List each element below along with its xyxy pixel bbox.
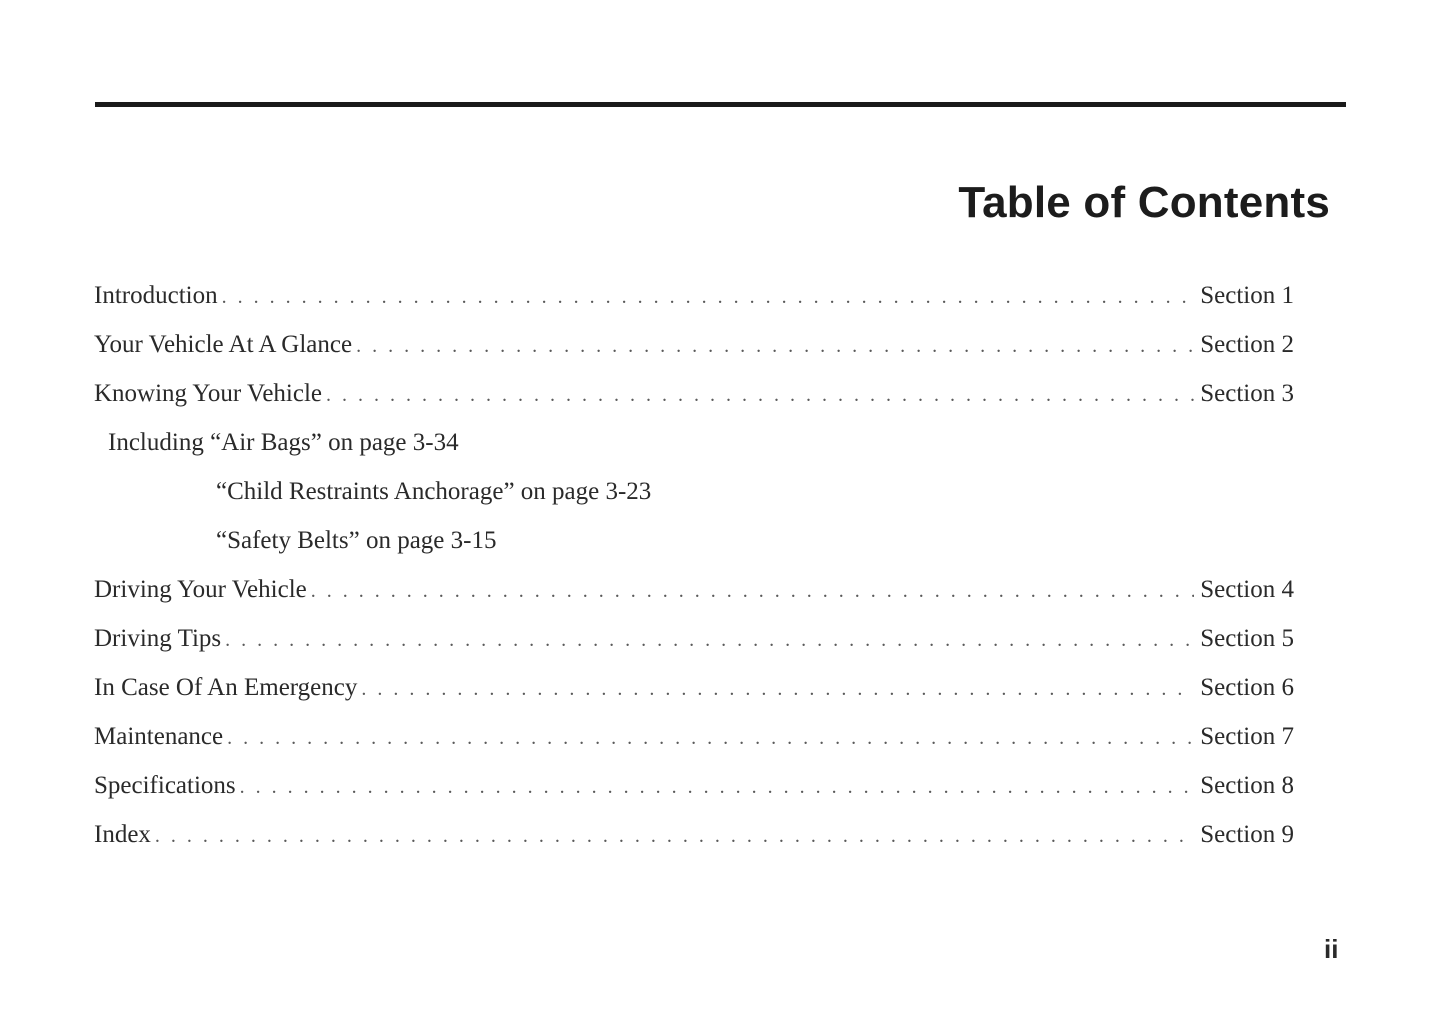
dot-leader: [326, 379, 1194, 411]
toc-subentry-safety-belts[interactable]: “Safety Belts” on page 3-15: [216, 527, 497, 554]
toc-subentry-child-restraints[interactable]: “Child Restraints Anchorage” on page 3-23: [216, 478, 652, 505]
dot-leader: [311, 575, 1195, 607]
toc-entry-knowing-your-vehicle[interactable]: [94, 378, 1294, 410]
dot-leader: [155, 820, 1194, 852]
toc-entry-section: Section 5: [1200, 625, 1294, 652]
toc-entry-label: Knowing Your Vehicle: [94, 380, 323, 407]
page-number: ii: [1324, 934, 1339, 964]
toc-entry-driving-tips[interactable]: [94, 623, 1294, 655]
toc-entry-vehicle-at-a-glance[interactable]: [94, 329, 1294, 361]
toc-entry-maintenance[interactable]: [94, 721, 1294, 753]
toc-entry-label: Driving Tips: [94, 625, 222, 652]
dot-leader: [361, 673, 1194, 705]
toc-entry-specifications[interactable]: [94, 770, 1294, 802]
toc-entry-label: Maintenance: [94, 723, 224, 750]
toc-entry-section: Section 9: [1200, 821, 1294, 848]
toc-subentry-air-bags[interactable]: Including “Air Bags” on page 3-34: [108, 429, 459, 456]
toc-entry-driving-your-vehicle[interactable]: [94, 574, 1294, 606]
dot-leader: [240, 771, 1195, 803]
dot-leader: [225, 624, 1194, 656]
toc-entry-label: Specifications: [94, 772, 236, 799]
toc-entry-label: Index: [94, 821, 151, 848]
toc-entry-label: Introduction: [94, 282, 218, 309]
toc-entry-introduction[interactable]: [94, 280, 1294, 312]
toc-entry-section: Section 8: [1200, 772, 1294, 799]
dot-leader: [227, 722, 1194, 754]
toc-entry-section: Section 6: [1200, 674, 1294, 701]
toc-entry-label: Your Vehicle At A Glance: [94, 331, 353, 358]
toc-entry-index[interactable]: [94, 819, 1294, 851]
toc-entry-label: Driving Your Vehicle: [94, 576, 307, 603]
dot-leader: [222, 281, 1195, 313]
toc-entry-section: Section 3: [1200, 380, 1294, 407]
toc-entry-emergency[interactable]: [94, 672, 1294, 704]
header-rule: [95, 102, 1346, 107]
toc-entry-label: In Case Of An Emergency: [94, 674, 358, 701]
dot-leader: [356, 330, 1194, 362]
toc-entry-section: Section 7: [1200, 723, 1294, 750]
page-title: Table of Contents: [958, 178, 1330, 227]
toc-entry-section: Section 2: [1200, 331, 1294, 358]
toc-entry-section: Section 1: [1200, 282, 1294, 309]
toc-entry-section: Section 4: [1200, 576, 1294, 603]
